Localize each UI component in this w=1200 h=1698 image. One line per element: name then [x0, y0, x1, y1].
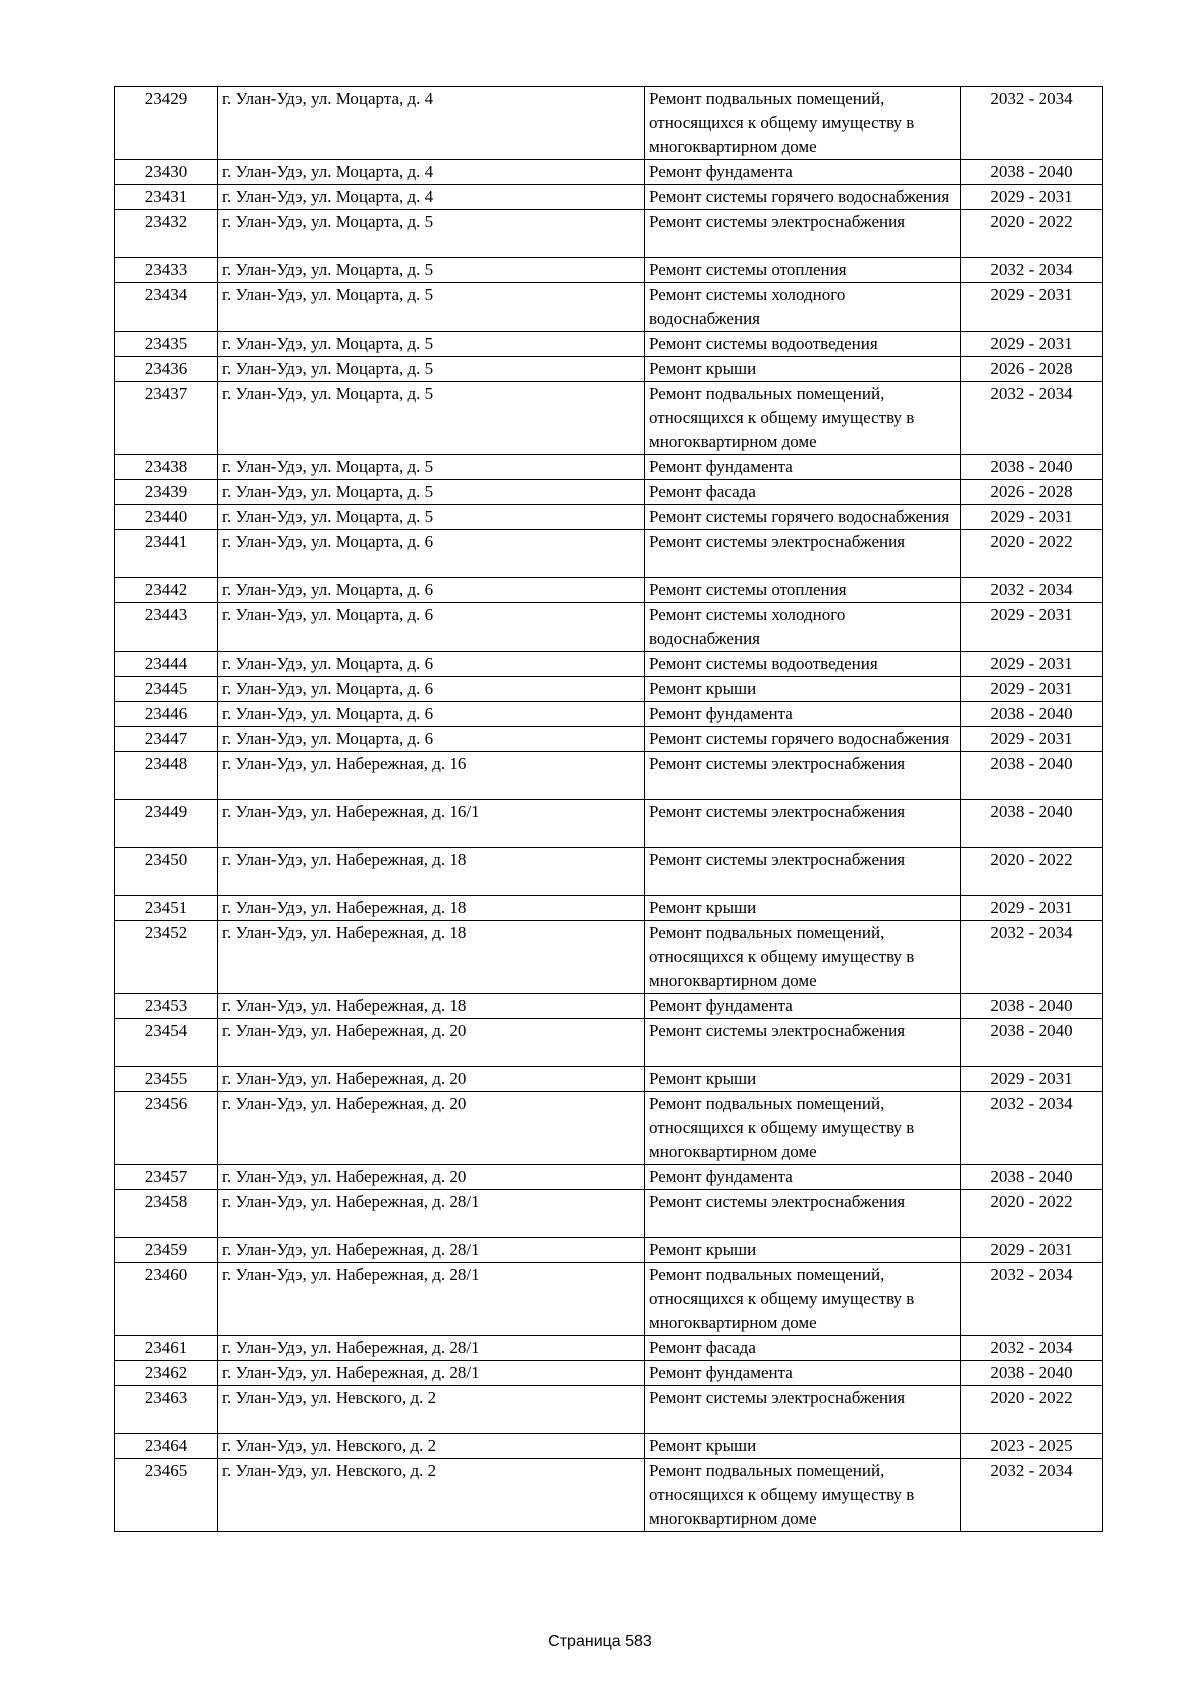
row-number-cell: 23431	[115, 185, 218, 210]
table-row	[115, 702, 1103, 727]
row-work-type-cell: Ремонт системы горячего водоснабжения	[645, 185, 961, 210]
row-work-type-cell: Ремонт системы электроснабжения	[645, 1190, 961, 1238]
table-row	[115, 578, 1103, 603]
table-row	[115, 283, 1103, 332]
repair-schedule-table	[114, 86, 1103, 1532]
row-period-cell: 2038 - 2040	[961, 994, 1103, 1019]
row-work-type-cell: Ремонт фундамента	[645, 1165, 961, 1190]
row-work-type-cell: Ремонт системы электроснабжения	[645, 800, 961, 848]
table-row	[115, 1336, 1103, 1361]
row-address-cell: г. Улан-Удэ, ул. Моцарта, д. 6	[218, 677, 645, 702]
row-number-cell: 23443	[115, 603, 218, 652]
table-body	[115, 87, 1103, 1532]
row-number-cell: 23433	[115, 258, 218, 283]
table-row	[115, 921, 1103, 994]
row-number-cell: 23463	[115, 1386, 218, 1434]
table-row	[115, 896, 1103, 921]
row-work-type-cell: Ремонт крыши	[645, 357, 961, 382]
row-address-cell: г. Улан-Удэ, ул. Моцарта, д. 5	[218, 332, 645, 357]
row-work-type-cell: Ремонт фундамента	[645, 1361, 961, 1386]
row-number-cell: 23435	[115, 332, 218, 357]
row-work-type-cell: Ремонт фундамента	[645, 455, 961, 480]
row-number-cell: 23442	[115, 578, 218, 603]
row-address-cell: г. Улан-Удэ, ул. Набережная, д. 28/1	[218, 1190, 645, 1238]
row-number-cell: 23462	[115, 1361, 218, 1386]
table-row	[115, 357, 1103, 382]
row-address-cell: г. Улан-Удэ, ул. Невского, д. 2	[218, 1434, 645, 1459]
row-period-cell: 2026 - 2028	[961, 357, 1103, 382]
row-address-cell: г. Улан-Удэ, ул. Моцарта, д. 4	[218, 87, 645, 160]
table-row	[115, 652, 1103, 677]
row-address-cell: г. Улан-Удэ, ул. Невского, д. 2	[218, 1386, 645, 1434]
row-work-type-cell: Ремонт фундамента	[645, 160, 961, 185]
row-work-type-cell: Ремонт системы отопления	[645, 258, 961, 283]
table-row	[115, 848, 1103, 896]
row-work-type-cell: Ремонт подвальных помещений, относящихся к общему имуществу в многоквартирном доме	[645, 1092, 961, 1165]
row-address-cell: г. Улан-Удэ, ул. Моцарта, д. 6	[218, 530, 645, 578]
row-period-cell: 2026 - 2028	[961, 480, 1103, 505]
row-work-type-cell: Ремонт крыши	[645, 677, 961, 702]
row-address-cell: г. Улан-Удэ, ул. Набережная, д. 28/1	[218, 1336, 645, 1361]
row-number-cell: 23448	[115, 752, 218, 800]
row-number-cell: 23447	[115, 727, 218, 752]
row-work-type-cell: Ремонт системы электроснабжения	[645, 530, 961, 578]
row-work-type-cell: Ремонт системы холодного водоснабжения	[645, 603, 961, 652]
row-number-cell: 23438	[115, 455, 218, 480]
row-number-cell: 23459	[115, 1238, 218, 1263]
row-work-type-cell: Ремонт подвальных помещений, относящихся к общему имуществу в многоквартирном доме	[645, 921, 961, 994]
row-period-cell: 2032 - 2034	[961, 1092, 1103, 1165]
table-row	[115, 800, 1103, 848]
row-period-cell: 2038 - 2040	[961, 800, 1103, 848]
table-row	[115, 727, 1103, 752]
row-period-cell: 2020 - 2022	[961, 530, 1103, 578]
row-address-cell: г. Улан-Удэ, ул. Моцарта, д. 6	[218, 702, 645, 727]
row-work-type-cell: Ремонт крыши	[645, 1067, 961, 1092]
row-period-cell: 2032 - 2034	[961, 1459, 1103, 1532]
row-work-type-cell: Ремонт подвальных помещений, относящихся к общему имуществу в многоквартирном доме	[645, 1459, 961, 1532]
row-period-cell: 2038 - 2040	[961, 702, 1103, 727]
row-address-cell: г. Улан-Удэ, ул. Набережная, д. 20	[218, 1019, 645, 1067]
row-number-cell: 23449	[115, 800, 218, 848]
table-row	[115, 1361, 1103, 1386]
row-period-cell: 2029 - 2031	[961, 505, 1103, 530]
row-number-cell: 23445	[115, 677, 218, 702]
row-number-cell: 23434	[115, 283, 218, 332]
row-number-cell: 23440	[115, 505, 218, 530]
row-work-type-cell: Ремонт системы горячего водоснабжения	[645, 727, 961, 752]
row-work-type-cell: Ремонт системы водоотведения	[645, 332, 961, 357]
row-address-cell: г. Улан-Удэ, ул. Моцарта, д. 4	[218, 160, 645, 185]
row-period-cell: 2020 - 2022	[961, 1386, 1103, 1434]
page-number: Страница 583	[548, 1633, 652, 1650]
table-row	[115, 258, 1103, 283]
row-address-cell: г. Улан-Удэ, ул. Набережная, д. 18	[218, 848, 645, 896]
row-address-cell: г. Улан-Удэ, ул. Моцарта, д. 5	[218, 505, 645, 530]
row-period-cell: 2020 - 2022	[961, 848, 1103, 896]
row-period-cell: 2038 - 2040	[961, 455, 1103, 480]
table-row	[115, 530, 1103, 578]
row-address-cell: г. Улан-Удэ, ул. Моцарта, д. 5	[218, 382, 645, 455]
row-number-cell: 23457	[115, 1165, 218, 1190]
row-period-cell: 2032 - 2034	[961, 87, 1103, 160]
table-row	[115, 677, 1103, 702]
row-number-cell: 23436	[115, 357, 218, 382]
table-row	[115, 1165, 1103, 1190]
row-work-type-cell: Ремонт крыши	[645, 1238, 961, 1263]
row-number-cell: 23453	[115, 994, 218, 1019]
row-period-cell: 2032 - 2034	[961, 382, 1103, 455]
row-work-type-cell: Ремонт фундамента	[645, 994, 961, 1019]
row-work-type-cell: Ремонт системы водоотведения	[645, 652, 961, 677]
row-number-cell: 23455	[115, 1067, 218, 1092]
table-row	[115, 382, 1103, 455]
table-row	[115, 480, 1103, 505]
row-period-cell: 2029 - 2031	[961, 332, 1103, 357]
row-address-cell: г. Улан-Удэ, ул. Набережная, д. 18	[218, 994, 645, 1019]
row-period-cell: 2020 - 2022	[961, 210, 1103, 258]
row-address-cell: г. Улан-Удэ, ул. Набережная, д. 28/1	[218, 1263, 645, 1336]
row-number-cell: 23456	[115, 1092, 218, 1165]
row-address-cell: г. Улан-Удэ, ул. Моцарта, д. 4	[218, 185, 645, 210]
table-row	[115, 1092, 1103, 1165]
row-number-cell: 23432	[115, 210, 218, 258]
row-work-type-cell: Ремонт системы горячего водоснабжения	[645, 505, 961, 530]
table-row	[115, 1190, 1103, 1238]
row-address-cell: г. Улан-Удэ, ул. Набережная, д. 18	[218, 896, 645, 921]
row-address-cell: г. Улан-Удэ, ул. Набережная, д. 18	[218, 921, 645, 994]
row-period-cell: 2029 - 2031	[961, 283, 1103, 332]
table-row	[115, 1434, 1103, 1459]
row-period-cell: 2029 - 2031	[961, 896, 1103, 921]
row-work-type-cell: Ремонт подвальных помещений, относящихся к общему имуществу в многоквартирном доме	[645, 382, 961, 455]
row-address-cell: г. Улан-Удэ, ул. Набережная, д. 20	[218, 1092, 645, 1165]
table-row	[115, 455, 1103, 480]
row-number-cell: 23444	[115, 652, 218, 677]
row-address-cell: г. Улан-Удэ, ул. Набережная, д. 28/1	[218, 1361, 645, 1386]
row-number-cell: 23452	[115, 921, 218, 994]
table-row	[115, 1263, 1103, 1336]
row-address-cell: г. Улан-Удэ, ул. Набережная, д. 20	[218, 1165, 645, 1190]
row-work-type-cell: Ремонт фундамента	[645, 702, 961, 727]
row-period-cell: 2020 - 2022	[961, 1190, 1103, 1238]
row-period-cell: 2038 - 2040	[961, 160, 1103, 185]
table-row	[115, 210, 1103, 258]
table-row	[115, 1238, 1103, 1263]
row-period-cell: 2032 - 2034	[961, 578, 1103, 603]
row-address-cell: г. Улан-Удэ, ул. Набережная, д. 16	[218, 752, 645, 800]
row-number-cell: 23429	[115, 87, 218, 160]
row-number-cell: 23451	[115, 896, 218, 921]
row-period-cell: 2038 - 2040	[961, 752, 1103, 800]
row-address-cell: г. Улан-Удэ, ул. Моцарта, д. 6	[218, 578, 645, 603]
table-row	[115, 603, 1103, 652]
row-number-cell: 23465	[115, 1459, 218, 1532]
row-number-cell: 23460	[115, 1263, 218, 1336]
table-row	[115, 752, 1103, 800]
table-row	[115, 185, 1103, 210]
table-row	[115, 994, 1103, 1019]
row-number-cell: 23458	[115, 1190, 218, 1238]
row-period-cell: 2023 - 2025	[961, 1434, 1103, 1459]
row-address-cell: г. Улан-Удэ, ул. Моцарта, д. 5	[218, 480, 645, 505]
row-number-cell: 23454	[115, 1019, 218, 1067]
row-period-cell: 2029 - 2031	[961, 1067, 1103, 1092]
row-work-type-cell: Ремонт системы электроснабжения	[645, 1019, 961, 1067]
row-period-cell: 2029 - 2031	[961, 603, 1103, 652]
table-row	[115, 87, 1103, 160]
row-period-cell: 2032 - 2034	[961, 258, 1103, 283]
row-work-type-cell: Ремонт системы электроснабжения	[645, 1386, 961, 1434]
row-work-type-cell: Ремонт системы отопления	[645, 578, 961, 603]
row-period-cell: 2029 - 2031	[961, 652, 1103, 677]
row-work-type-cell: Ремонт системы холодного водоснабжения	[645, 283, 961, 332]
table-row	[115, 332, 1103, 357]
row-address-cell: г. Улан-Удэ, ул. Моцарта, д. 5	[218, 455, 645, 480]
row-number-cell: 23450	[115, 848, 218, 896]
row-number-cell: 23464	[115, 1434, 218, 1459]
row-work-type-cell: Ремонт системы электроснабжения	[645, 752, 961, 800]
row-period-cell: 2038 - 2040	[961, 1361, 1103, 1386]
row-work-type-cell: Ремонт крыши	[645, 896, 961, 921]
row-number-cell: 23437	[115, 382, 218, 455]
row-period-cell: 2029 - 2031	[961, 1238, 1103, 1263]
row-address-cell: г. Улан-Удэ, ул. Моцарта, д. 5	[218, 283, 645, 332]
row-address-cell: г. Улан-Удэ, ул. Набережная, д. 20	[218, 1067, 645, 1092]
row-number-cell: 23461	[115, 1336, 218, 1361]
table-row	[115, 1386, 1103, 1434]
row-period-cell: 2032 - 2034	[961, 1336, 1103, 1361]
row-period-cell: 2038 - 2040	[961, 1165, 1103, 1190]
row-address-cell: г. Улан-Удэ, ул. Моцарта, д. 5	[218, 258, 645, 283]
row-work-type-cell: Ремонт фасада	[645, 480, 961, 505]
table-row	[115, 1019, 1103, 1067]
row-number-cell: 23446	[115, 702, 218, 727]
row-work-type-cell: Ремонт подвальных помещений, относящихся к общему имуществу в многоквартирном доме	[645, 87, 961, 160]
row-period-cell: 2032 - 2034	[961, 1263, 1103, 1336]
row-period-cell: 2029 - 2031	[961, 677, 1103, 702]
row-number-cell: 23430	[115, 160, 218, 185]
table-row	[115, 505, 1103, 530]
row-address-cell: г. Улан-Удэ, ул. Моцарта, д. 6	[218, 727, 645, 752]
row-address-cell: г. Улан-Удэ, ул. Моцарта, д. 6	[218, 652, 645, 677]
row-address-cell: г. Улан-Удэ, ул. Набережная, д. 28/1	[218, 1238, 645, 1263]
row-number-cell: 23441	[115, 530, 218, 578]
table-row	[115, 1459, 1103, 1532]
table-row	[115, 1067, 1103, 1092]
row-address-cell: г. Улан-Удэ, ул. Набережная, д. 16/1	[218, 800, 645, 848]
row-address-cell: г. Улан-Удэ, ул. Моцарта, д. 6	[218, 603, 645, 652]
row-address-cell: г. Улан-Удэ, ул. Моцарта, д. 5	[218, 357, 645, 382]
row-work-type-cell: Ремонт подвальных помещений, относящихся к общему имуществу в многоквартирном доме	[645, 1263, 961, 1336]
row-address-cell: г. Улан-Удэ, ул. Моцарта, д. 5	[218, 210, 645, 258]
row-work-type-cell: Ремонт крыши	[645, 1434, 961, 1459]
row-work-type-cell: Ремонт системы электроснабжения	[645, 848, 961, 896]
row-period-cell: 2038 - 2040	[961, 1019, 1103, 1067]
row-number-cell: 23439	[115, 480, 218, 505]
row-period-cell: 2032 - 2034	[961, 921, 1103, 994]
row-work-type-cell: Ремонт фасада	[645, 1336, 961, 1361]
row-period-cell: 2029 - 2031	[961, 185, 1103, 210]
row-period-cell: 2029 - 2031	[961, 727, 1103, 752]
row-work-type-cell: Ремонт системы электроснабжения	[645, 210, 961, 258]
table-row	[115, 160, 1103, 185]
row-address-cell: г. Улан-Удэ, ул. Невского, д. 2	[218, 1459, 645, 1532]
